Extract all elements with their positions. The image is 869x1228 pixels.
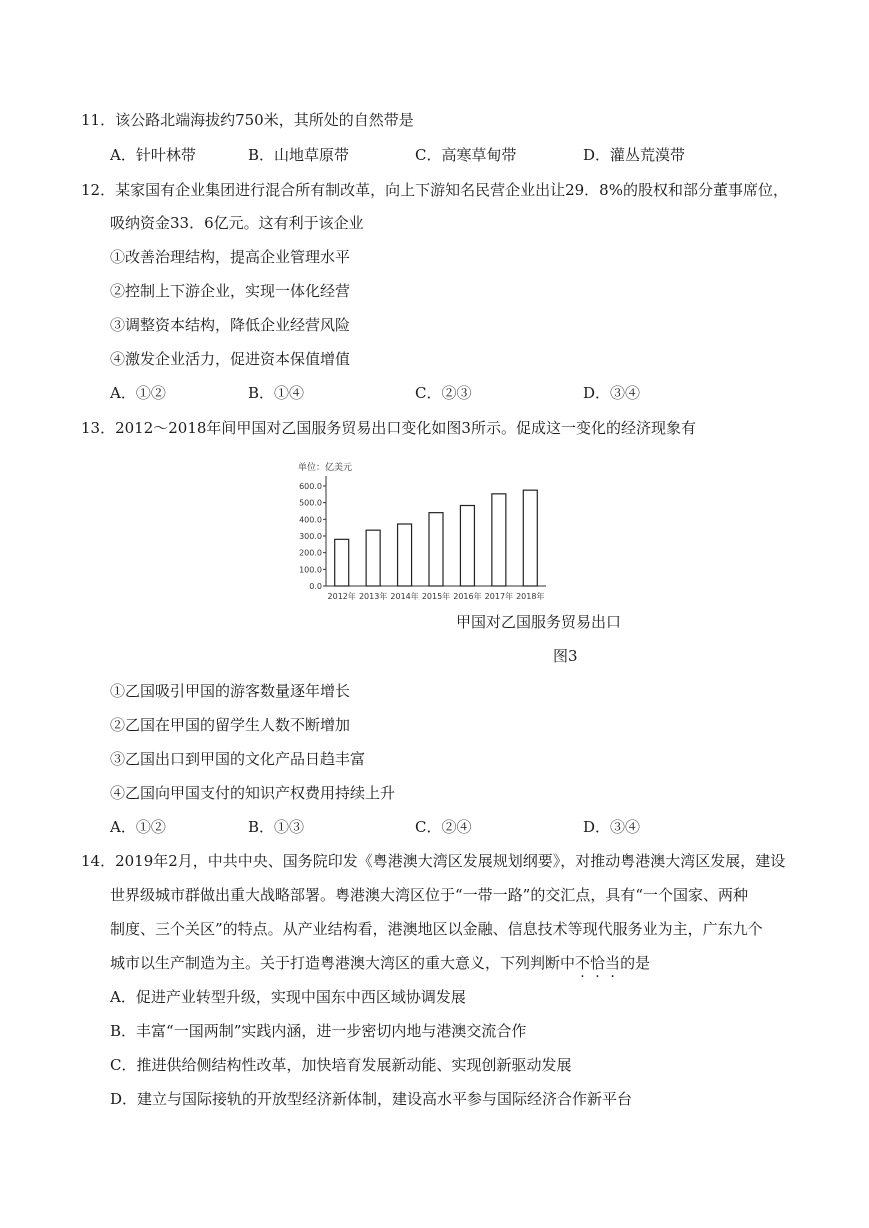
q14-option-d: D．建立与国际接轨的开放型经济新体制，建设高水平参与国际经济合作新平台 (110, 1090, 633, 1108)
x-tick-label: 2012年 (327, 592, 356, 601)
emphasis-char-2: 恰 (590, 954, 606, 972)
y-tick-label: 200.0 (299, 548, 322, 558)
y-tick-label: 0.0 (309, 582, 322, 591)
bar (460, 506, 474, 587)
q11-stem: 11．该公路北端海拔约750米，其所处的自然带是 (81, 111, 414, 129)
x-tick-label: 2014年 (390, 592, 419, 601)
q13-option-c: C．②④ (415, 818, 472, 836)
y-tick-label: 500.0 (299, 498, 322, 508)
emphasis-char-3: 当 (605, 954, 621, 972)
q12-option-c: C．②③ (415, 384, 472, 402)
x-axis-labels (328, 591, 545, 601)
q14-stem-line2: 世界级城市群做出重大战略部署。粤港澳大湾区位于“一带一路”的交汇点，具有“一个国家、两种 (110, 886, 749, 904)
q14-stem-line3: 制度、三个关区”的特点。从产业结构看，港澳地区以金融、信息技术等现代服务业为主，广东九个 (110, 920, 763, 938)
q12-item-2: ②控制上下游企业，实现一体化经营 (110, 282, 351, 300)
q11-option-c: C．高寒草甸带 (415, 146, 517, 164)
bar (366, 530, 380, 586)
q14-stem-line4 (110, 953, 650, 973)
q12-stem-line2: 吸纳资金33．6亿元。这有利于该企业 (110, 214, 364, 232)
x-tick-label: 2017年 (484, 592, 514, 601)
y-tick-label: 300.0 (299, 532, 322, 541)
q12-item-4: ④激发企业活力，促进资本保值增值 (110, 350, 351, 368)
y-tick-label: 600.0 (299, 482, 322, 491)
q12-option-a: A．①② (110, 384, 166, 402)
bar (335, 539, 349, 586)
x-tick-label: 2016年 (453, 592, 482, 601)
q14-stem-line1: 14．2019年2月，中共中央、国务院印发《粤港澳大湾区发展规划纲要》，对推动粤港澳大湾区发展，建设 (81, 852, 786, 870)
x-tick-label: 2015年 (421, 592, 451, 601)
q13-stem: 13．2012～2018年间甲国对乙国服务贸易出口变化如图3所示。促成这一变化的经济现象有 (81, 419, 696, 437)
x-tick-label: 2018年 (516, 592, 545, 601)
q13-item-2: ②乙国在甲国的留学生人数不断增加 (110, 716, 351, 734)
x-tick-label: 2013年 (358, 592, 388, 601)
emphasis-char-1: 不 (575, 954, 591, 972)
chart-unit-label: 单位：亿美元 (298, 463, 353, 473)
q14-stem-line4-post: 的是 (620, 954, 651, 972)
q11-option-d: D．灌丛荒漠带 (583, 146, 686, 164)
q11-option-a: A．针叶林带 (110, 146, 196, 164)
bar (398, 524, 412, 586)
bar (492, 494, 506, 586)
q14-option-a: A．促进产业转型升级，实现中国东中西区域协调发展 (110, 988, 466, 1006)
q13-item-3: ③乙国出口到甲国的文化产品日趋丰富 (110, 750, 366, 768)
q13-item-1: ①乙国吸引甲国的游客数量逐年增长 (110, 682, 351, 700)
q13-option-b: B．①③ (248, 818, 305, 836)
q14-stem-line4-pre: 城市以生产制造为主。关于打造粤港澳大湾区的重大意义，下列判断中 (110, 954, 576, 972)
chart-caption: 甲国对乙国服务贸易出口 (456, 613, 622, 631)
q13-option-d: D．③④ (583, 818, 641, 836)
y-axis-ticks (299, 482, 326, 591)
q13-option-a: A．①② (110, 818, 166, 836)
q12-stem-line1: 12．某家国有企业集团进行混合所有制改革，向上下游知名民营企业出让29．8%的股权和部分董事席位， (81, 181, 788, 199)
bars-group (335, 490, 538, 586)
bar (429, 513, 443, 586)
q12-option-b: B．①④ (248, 384, 305, 402)
q13-item-4: ④乙国向甲国支付的知识产权费用持续上升 (110, 784, 396, 802)
q14-option-b: B．丰富“一国两制”实践内涵，进一步密切内地与港澳交流合作 (110, 1022, 527, 1040)
figure-label: 图3 (553, 647, 578, 665)
q12-option-d: D．③④ (583, 384, 641, 402)
q11-option-b: B．山地草原带 (248, 146, 350, 164)
q12-item-1: ①改善治理结构，提高企业管理水平 (110, 248, 351, 266)
y-tick-label: 100.0 (299, 565, 322, 575)
q12-item-3: ③调整资本结构，降低企业经营风险 (110, 316, 351, 334)
q14-option-c: C．推进供给侧结构性改革，加快培育发展新动能、实现创新驱动发展 (110, 1056, 572, 1074)
bar (523, 490, 537, 586)
y-tick-label: 400.0 (299, 515, 322, 525)
service-trade-bar-chart (292, 456, 550, 604)
